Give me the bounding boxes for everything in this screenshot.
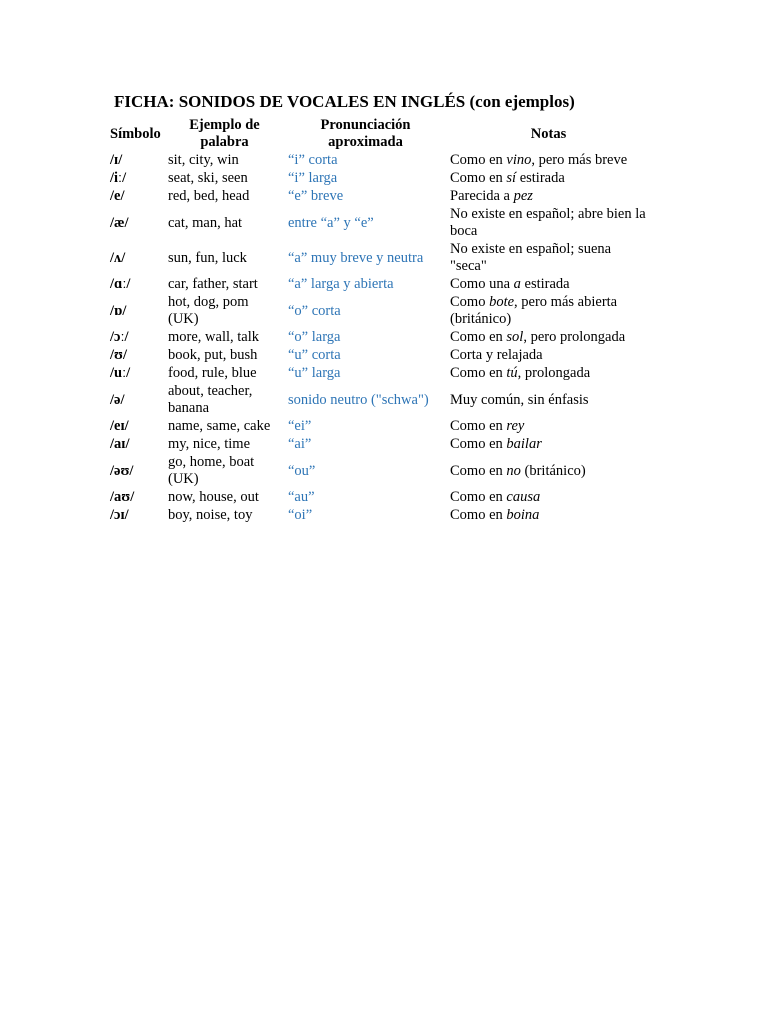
- example-cell: boy, noise, toy: [168, 507, 253, 523]
- notes-cell: [446, 170, 650, 188]
- note-text: Como en: [450, 329, 507, 345]
- note-text-after: , pero más breve: [531, 152, 628, 168]
- example-cell: more, wall, talk: [168, 329, 260, 345]
- pronunciation-cell: “a” larga y abierta: [288, 276, 394, 292]
- note-text: Muy común, sin énfasis: [450, 391, 589, 408]
- example-cell: name, same, cake: [168, 418, 271, 434]
- note-emphasis: bote: [489, 294, 515, 310]
- table-row: [106, 418, 650, 436]
- table-row: [106, 152, 650, 170]
- table-row: [106, 507, 650, 525]
- notes-cell: [446, 418, 650, 436]
- note-emphasis: bailar: [506, 436, 542, 452]
- note-emphasis: sol: [506, 329, 524, 345]
- notes-cell: [446, 436, 650, 454]
- table-row: [106, 436, 650, 454]
- pronunciation-cell: “u” larga: [288, 365, 341, 381]
- notes-cell: [446, 294, 650, 329]
- note-emphasis: tú: [506, 365, 518, 381]
- pronunciation-cell: “au”: [288, 489, 315, 505]
- pronunciation-cell: “i” corta: [288, 152, 338, 168]
- note-text: No existe en español; abre bien la boca: [450, 206, 646, 239]
- vowel-table: [106, 117, 650, 525]
- pronunciation-cell: “o” corta: [288, 302, 341, 319]
- pronunciation-cell: sonido neutro ("schwa"): [288, 391, 429, 408]
- header-example: [164, 117, 284, 152]
- header-row: [106, 117, 650, 152]
- pronunciation-cell: “o” larga: [288, 329, 341, 345]
- notes-cell: [446, 276, 650, 294]
- note-text-after: (británico): [520, 462, 586, 479]
- example-cell: seat, ski, seen: [168, 170, 248, 186]
- symbol-cell: /ɑː/: [110, 276, 131, 292]
- note-emphasis: sí: [506, 170, 517, 186]
- note-emphasis: vino: [506, 152, 532, 168]
- notes-cell: [446, 489, 650, 507]
- notes-cell: [446, 241, 650, 276]
- table-row: [106, 347, 650, 365]
- pronunciation-cell: “oi”: [288, 507, 313, 523]
- note-text: Como en: [450, 489, 507, 505]
- table-row: [106, 206, 650, 241]
- note-emphasis: pez: [513, 188, 533, 204]
- header-example-line2: palabra: [200, 134, 249, 150]
- example-cell: go, home, boat (UK): [168, 454, 255, 487]
- table-row: [106, 489, 650, 507]
- note-text-after: estirada: [520, 276, 570, 292]
- note-text-after: , pero más abierta (británico): [450, 294, 618, 327]
- table-row: [106, 383, 650, 418]
- note-text: Como: [450, 294, 490, 310]
- note-text: Como una: [450, 276, 514, 292]
- note-text: Como en: [450, 436, 507, 452]
- table-row: [106, 170, 650, 188]
- note-text-after: , prolongada: [517, 365, 591, 381]
- pronunciation-cell: “i” larga: [288, 170, 338, 186]
- page-title: FICHA: SONIDOS DE VOCALES EN INGLÉS (con ejemplos): [114, 92, 575, 111]
- note-text: Como en: [450, 418, 507, 434]
- header-pron-line1: Pronunciación: [320, 117, 411, 133]
- example-cell: red, bed, head: [168, 188, 250, 204]
- symbol-cell: /uː/: [110, 365, 131, 381]
- table-body: [106, 152, 650, 525]
- table-row: [106, 241, 650, 276]
- symbol-cell: /ə/: [110, 391, 125, 408]
- symbol-cell: /ʊ/: [110, 347, 128, 363]
- example-cell: book, put, bush: [168, 347, 258, 363]
- header-symbol: Símbolo: [110, 125, 161, 142]
- symbol-cell: /aʊ/: [110, 489, 135, 505]
- example-cell: sun, fun, luck: [168, 249, 247, 266]
- table-row: [106, 454, 650, 489]
- symbol-cell: /aɪ/: [110, 436, 130, 452]
- symbol-cell: /eɪ/: [110, 418, 129, 434]
- table-row: [106, 188, 650, 206]
- note-text: Parecida a: [450, 188, 514, 204]
- example-cell: hot, dog, pom (UK): [168, 294, 249, 327]
- note-emphasis: no: [506, 462, 521, 479]
- note-text: Como en: [450, 462, 507, 479]
- pronunciation-cell: “ou”: [288, 462, 316, 479]
- notes-cell: [446, 206, 650, 241]
- header-notes: Notas: [530, 125, 567, 142]
- note-text: No existe en español; suena "seca": [450, 241, 612, 274]
- symbol-cell: /ɔɪ/: [110, 507, 129, 523]
- symbol-cell: /ɪ/: [110, 152, 123, 168]
- notes-cell: [446, 454, 650, 489]
- example-cell: car, father, start: [168, 276, 258, 292]
- example-cell: cat, man, hat: [168, 214, 243, 231]
- symbol-cell: /ʌ/: [110, 249, 126, 266]
- pronunciation-cell: entre “a” y “e”: [288, 214, 374, 231]
- symbol-cell: /æ/: [110, 214, 129, 231]
- note-emphasis: rey: [506, 418, 525, 434]
- notes-cell: [446, 507, 650, 525]
- example-cell: now, house, out: [168, 489, 259, 505]
- symbol-cell: /əʊ/: [110, 462, 134, 479]
- note-emphasis: causa: [506, 489, 541, 505]
- pronunciation-cell: “u” corta: [288, 347, 341, 363]
- example-cell: food, rule, blue: [168, 365, 257, 381]
- table-header: [106, 117, 650, 152]
- pronunciation-cell: “ai”: [288, 436, 312, 452]
- pronunciation-cell: “ei”: [288, 418, 312, 434]
- note-text: Corta y relajada: [450, 347, 543, 363]
- header-example-line1: Ejemplo de: [189, 117, 260, 133]
- header-pronunciation: [284, 117, 446, 152]
- symbol-cell: /ɔː/: [110, 329, 129, 345]
- note-text-after: , pero prolongada: [523, 329, 626, 345]
- symbol-cell: /ɒ/: [110, 302, 127, 319]
- example-cell: sit, city, win: [168, 152, 239, 168]
- example-cell: my, nice, time: [168, 436, 251, 452]
- note-text: Como en: [450, 507, 507, 523]
- symbol-cell: /e/: [110, 188, 125, 204]
- notes-cell: [446, 188, 650, 206]
- note-text: Como en: [450, 152, 507, 168]
- note-text: Como en: [450, 365, 507, 381]
- note-emphasis: a: [513, 276, 521, 292]
- note-text: Como en: [450, 170, 507, 186]
- table-row: [106, 329, 650, 347]
- header-pron-line2: aproximada: [328, 134, 403, 150]
- note-text-after: estirada: [516, 170, 565, 186]
- notes-cell: [446, 383, 650, 418]
- table-row: [106, 276, 650, 294]
- notes-cell: [446, 365, 650, 383]
- symbol-cell: /iː/: [110, 170, 127, 186]
- table-row: [106, 294, 650, 329]
- note-emphasis: boina: [506, 507, 540, 523]
- pronunciation-cell: “a” muy breve y neutra: [288, 249, 424, 266]
- example-cell: about, teacher, banana: [168, 383, 253, 416]
- notes-cell: [446, 152, 650, 170]
- notes-cell: [446, 329, 650, 347]
- notes-cell: [446, 347, 650, 365]
- pronunciation-cell: “e” breve: [288, 188, 344, 204]
- table-row: [106, 365, 650, 383]
